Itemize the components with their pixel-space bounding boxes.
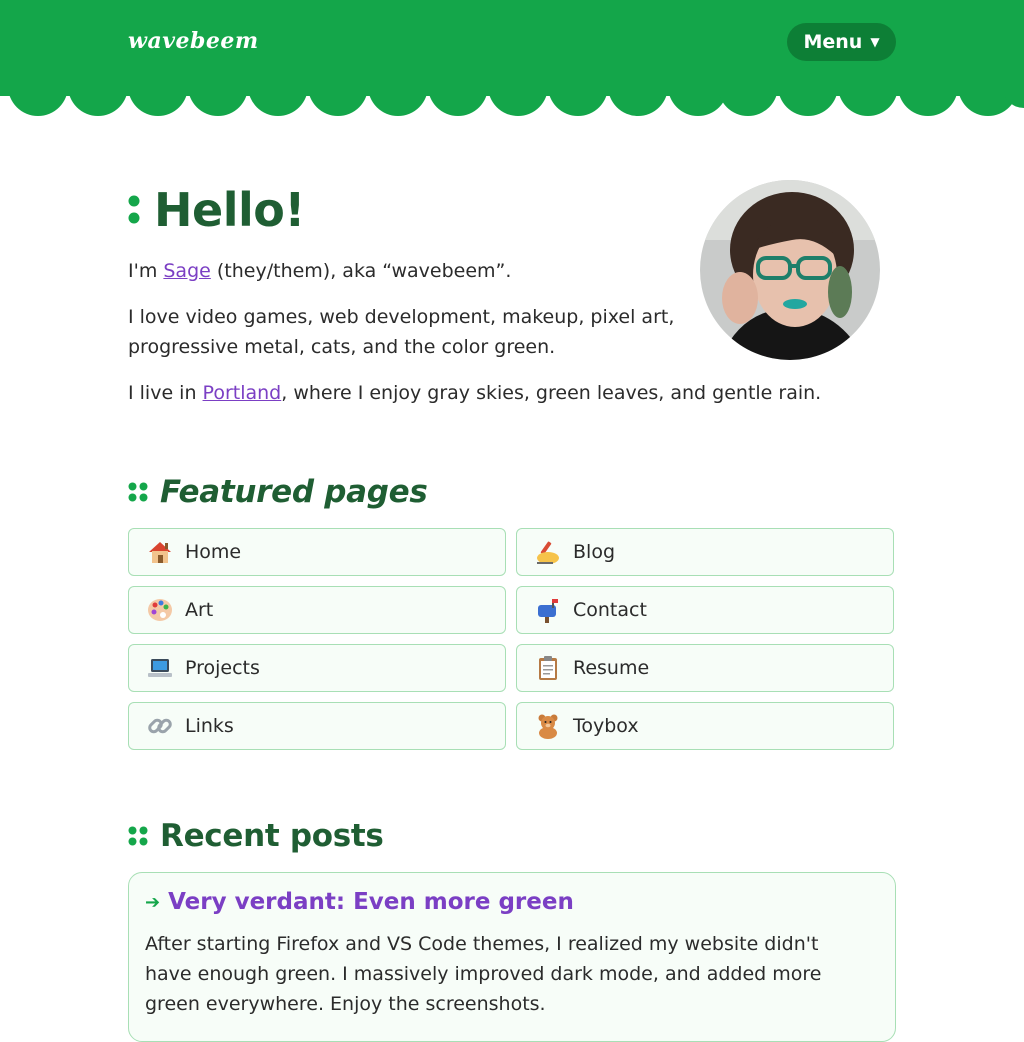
featured-page-label: Links <box>185 715 234 737</box>
avatar <box>700 180 880 360</box>
featured-page-blog[interactable] <box>516 528 894 576</box>
laptop-icon <box>145 653 175 683</box>
dots-icon <box>128 482 148 502</box>
featured-page-toybox[interactable] <box>516 702 894 750</box>
site-logo[interactable]: wavebeem <box>128 28 259 54</box>
section-title: Recent posts <box>160 818 384 854</box>
page-title: Hello! <box>154 183 305 237</box>
portland-link[interactable]: Portland <box>202 382 282 404</box>
dots-icon <box>128 195 140 225</box>
featured-page-resume[interactable] <box>516 644 894 692</box>
post-title-link[interactable] <box>145 889 574 915</box>
link-icon <box>145 711 175 741</box>
menu-label: Menu <box>803 31 863 53</box>
recent-posts-heading <box>128 814 384 858</box>
palette-icon <box>145 595 175 625</box>
clipboard-icon <box>533 653 563 683</box>
sage-link[interactable]: Sage <box>163 260 211 282</box>
featured-page-label: Projects <box>185 657 260 679</box>
featured-pages-heading <box>128 470 427 514</box>
hello-heading <box>128 180 305 240</box>
featured-page-label: Contact <box>573 599 647 621</box>
house-icon <box>145 537 175 567</box>
dots-icon <box>128 826 148 846</box>
featured-page-label: Toybox <box>573 715 639 737</box>
featured-page-label: Art <box>185 599 214 621</box>
site-header <box>0 0 1024 96</box>
post-excerpt: After starting Firefox and VS Code themes, I realized my website didn't have enough green. I massively improved dark mode, and added more green everywhere. Enjoy the screenshots. <box>145 933 822 1015</box>
post-card <box>128 872 896 1042</box>
featured-page-contact[interactable] <box>516 586 894 634</box>
section-title: Featured pages <box>160 474 428 510</box>
featured-page-label: Blog <box>573 541 615 563</box>
teddy-bear-icon <box>533 711 563 741</box>
featured-page-links[interactable] <box>128 702 506 750</box>
mailbox-icon <box>533 595 563 625</box>
post-title: Very verdant: Even more green <box>168 889 574 915</box>
featured-page-projects[interactable] <box>128 644 506 692</box>
caret-down-icon: ▼ <box>870 35 880 49</box>
writing-hand-icon <box>533 537 563 567</box>
featured-page-home[interactable] <box>128 528 506 576</box>
featured-page-label: Home <box>185 541 242 563</box>
arrow-right-icon: ➔ <box>145 891 161 913</box>
intro-line-interests: I love video games, web development, makeup, pixel art, progressive metal, cats, and the color green. <box>128 306 675 358</box>
menu-button[interactable] <box>787 23 896 61</box>
featured-page-art[interactable] <box>128 586 506 634</box>
header-scallop-edge <box>0 94 1024 118</box>
intro-line-name: I'm Sage (they/them), aka “wavebeem”. <box>128 260 512 282</box>
featured-page-label: Resume <box>573 657 650 679</box>
intro-line-location: I live in Portland, where I enjoy gray skies, green leaves, and gentle rain. <box>128 382 822 404</box>
